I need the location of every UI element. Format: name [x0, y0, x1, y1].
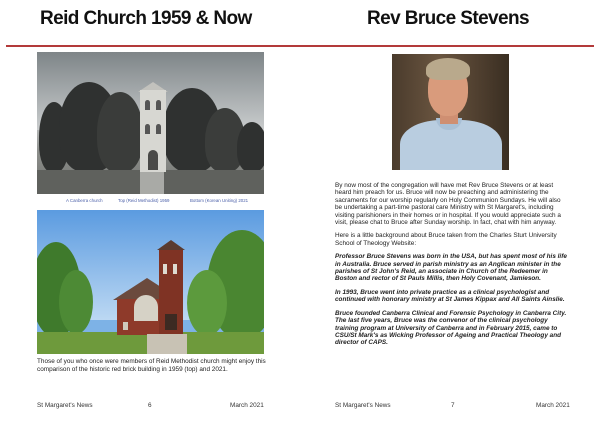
footer-publication: St Margaret's News — [37, 402, 93, 409]
bio-paragraph-2: In 1993, Bruce went into private practice as a clinical psychologist and continued with honorary ministry at St James Kippax and All Saints Ainslie. — [335, 288, 565, 304]
article-body — [335, 182, 569, 353]
intro-paragraph: By now most of the congregation will have met Rev Bruce Stevens or at least heard him preach for us. Bruce will now be preaching and administering the sacraments for our worship regularly on Holy Communion Sundays. He will also be undertaking a part-time pastoral care Ministry with St Margaret's, including visiting parishioners in their homes or in hospital. If you would appreciate such a visit, please chat to Bruce after Sunday worship. In fact, chat with him anyway. — [335, 182, 561, 227]
background-paragraph: Here is a little background about Bruce taken from the Charles Sturt University School of Theology Website: — [335, 232, 557, 247]
footer-date: March 2021 — [230, 402, 264, 409]
bio-paragraph-1: Professor Bruce Stevens was born in the USA, but has spent most of his life in Australia. Bruce served in parish ministry as an Anglican minister in the parishes of St John's Reid, an associate in Church of the Redeemer in Boston and rector of St Pauls Millis, then Holy Covenant, Jamieson. — [335, 253, 567, 283]
photo-caption-location: A Canberra church — [66, 198, 103, 203]
title-rule — [6, 45, 300, 47]
bruce-stevens-portrait — [392, 54, 509, 170]
footer-date: March 2021 — [536, 402, 570, 409]
comparison-text: Those of you who once were members of Reid Methodist church might enjoy this comparison of the historic red brick building in 1959 (top) and 2021. — [37, 358, 266, 373]
photo-caption-top: Top (Reid Methodist) 1959 — [118, 198, 170, 203]
footer-page-number: 7 — [451, 402, 455, 409]
bio-paragraph-3: Bruce founded Canberra Clinical and Forensic Psychology in Canberra City. The last five years, Bruce was the convenor of the clinical psychology training program at University of Canberra and in February 2015, came to CSU/St Mark's as Wicking Professor of Ageing and Practical Theology and director of CAPS. — [335, 309, 567, 347]
photo-caption-bottom: Bottom (Korean Uniting) 2021 — [190, 198, 249, 203]
footer-publication: St Margaret's News — [335, 402, 391, 409]
church-2021-photo — [37, 210, 264, 354]
page-title: Reid Church 1959 & Now — [40, 8, 252, 29]
footer-page-number: 6 — [148, 402, 152, 409]
church-1959-photo — [37, 52, 264, 194]
page-7 — [300, 0, 600, 424]
title-rule — [300, 45, 594, 47]
page-title: Rev Bruce Stevens — [367, 8, 529, 29]
